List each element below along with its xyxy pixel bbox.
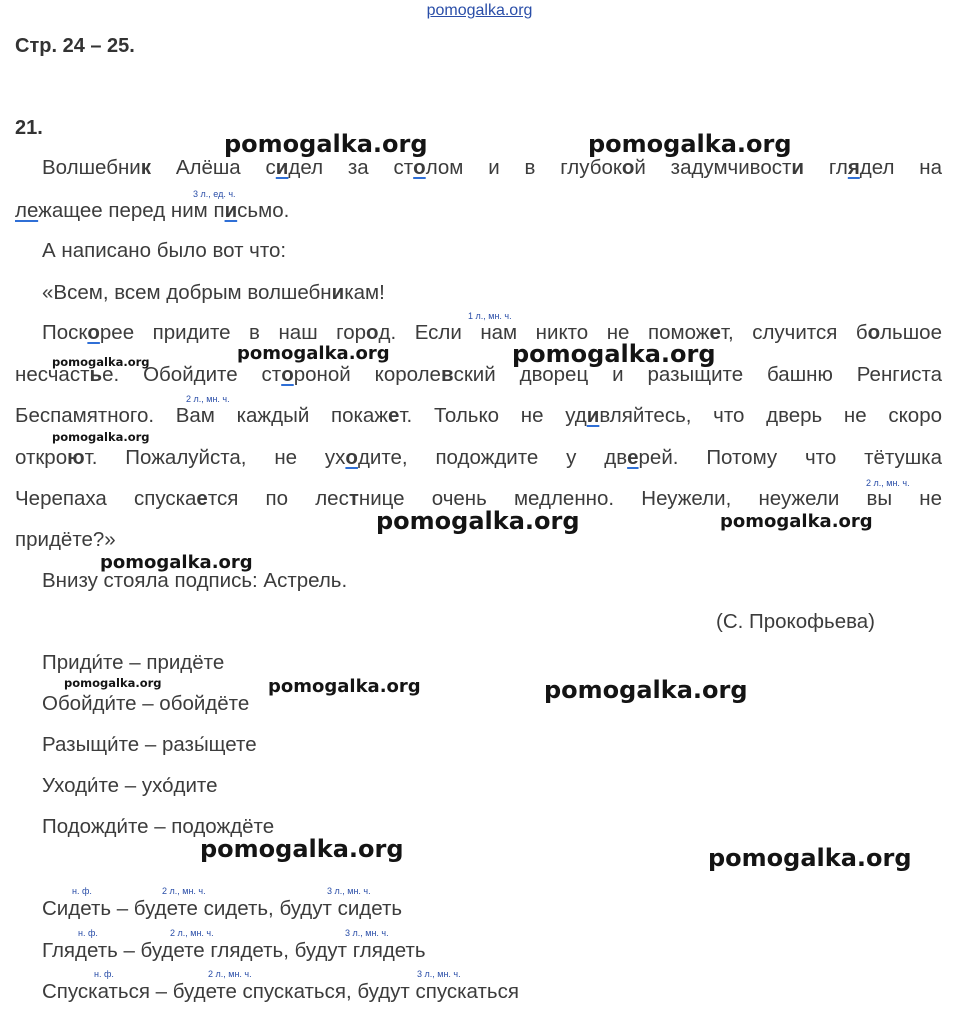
text-line-11: Внизу стояла подпись: Астрель.	[42, 569, 348, 592]
text-line-9: Черепаха спускается по лестнице очень медленно. Неужели, неужели вы не	[15, 487, 942, 510]
pair-1: Приди́те – придёте	[42, 651, 225, 674]
site-link-top[interactable]: pomogalka.org	[426, 2, 533, 19]
watermark: pomogalka.org	[200, 835, 404, 863]
text-line-10: придёте?»	[15, 528, 116, 551]
verb-2: Глядеть – будете глядеть, будут глядеть	[42, 939, 426, 962]
pair-5: Подожди́те – подождёте	[42, 815, 275, 838]
watermark: pomogalka.org	[237, 343, 390, 364]
verb-1-p3: 3 л., мн. ч.	[327, 886, 371, 896]
text-line-7: Беспамятного. Вам каждый покажет. Только не удивляйтесь, что дверь не скоро	[15, 404, 942, 427]
watermark: pomogalka.org	[52, 430, 150, 444]
text-line-5: Поскорее придите в наш город. Если нам никто не поможет, случится большое	[42, 321, 942, 344]
text-line-4: «Всем, всем добрым волшебникам!	[42, 281, 385, 304]
watermark: pomogalka.org	[512, 340, 716, 368]
watermark: pomogalka.org	[268, 676, 421, 697]
text-line-6: несчастье. Обойдите стороной королевский дворец и разыщите башню Ренгиста	[15, 363, 943, 386]
verb-1-p2: 2 л., мн. ч.	[162, 886, 206, 896]
note-2l-mn-2: 2 л., мн. ч.	[866, 478, 910, 488]
text-line-8: откроют. Пожалуйста, не уходите, подождите у дверей. Потому что тётушка	[15, 446, 943, 469]
pair-3: Разыщи́те – разы́щете	[42, 733, 257, 756]
verb-2-p2: 2 л., мн. ч.	[170, 928, 214, 938]
note-2l-mn-1: 2 л., мн. ч.	[186, 394, 230, 404]
watermark: pomogalka.org	[224, 130, 428, 158]
watermark: pomogalka.org	[376, 507, 580, 535]
verb-2-p3: 3 л., мн. ч.	[345, 928, 389, 938]
watermark: pomogalka.org	[100, 552, 253, 573]
verb-3-nf: н. ф.	[94, 969, 114, 979]
watermark: pomogalka.org	[64, 676, 162, 690]
text-line-1: Волшебник Алёша сидел за столом и в глубокой задумчивости глядел на	[42, 156, 942, 179]
watermark: pomogalka.org	[544, 676, 748, 704]
exercise-number: 21.	[15, 117, 43, 139]
verb-3-p3: 3 л., мн. ч.	[417, 969, 461, 979]
note-3l-ed: 3 л., ед. ч.	[193, 189, 236, 199]
pair-4: Уходи́те – ухо́дите	[42, 774, 218, 797]
watermark: pomogalka.org	[720, 511, 873, 532]
text-line-2: лежащее перед ним письмо.	[15, 199, 290, 222]
watermark: pomogalka.org	[588, 130, 792, 158]
page-reference: Стр. 24 – 25.	[15, 35, 135, 57]
pair-2: Обойди́те – обойдёте	[42, 692, 250, 715]
watermark: pomogalka.org	[708, 844, 912, 872]
verb-1-nf: н. ф.	[72, 886, 92, 896]
watermark: pomogalka.org	[52, 355, 150, 369]
author: (С. Прокофьева)	[716, 610, 875, 633]
note-1l-mn: 1 л., мн. ч.	[468, 311, 512, 321]
text-line-3: А написано было вот что:	[42, 239, 287, 262]
verb-1: Сидеть – будете сидеть, будут сидеть	[42, 897, 403, 920]
verb-3-p2: 2 л., мн. ч.	[208, 969, 252, 979]
verb-2-nf: н. ф.	[78, 928, 98, 938]
verb-3: Спускаться – будете спускаться, будут спускаться	[42, 980, 519, 1003]
